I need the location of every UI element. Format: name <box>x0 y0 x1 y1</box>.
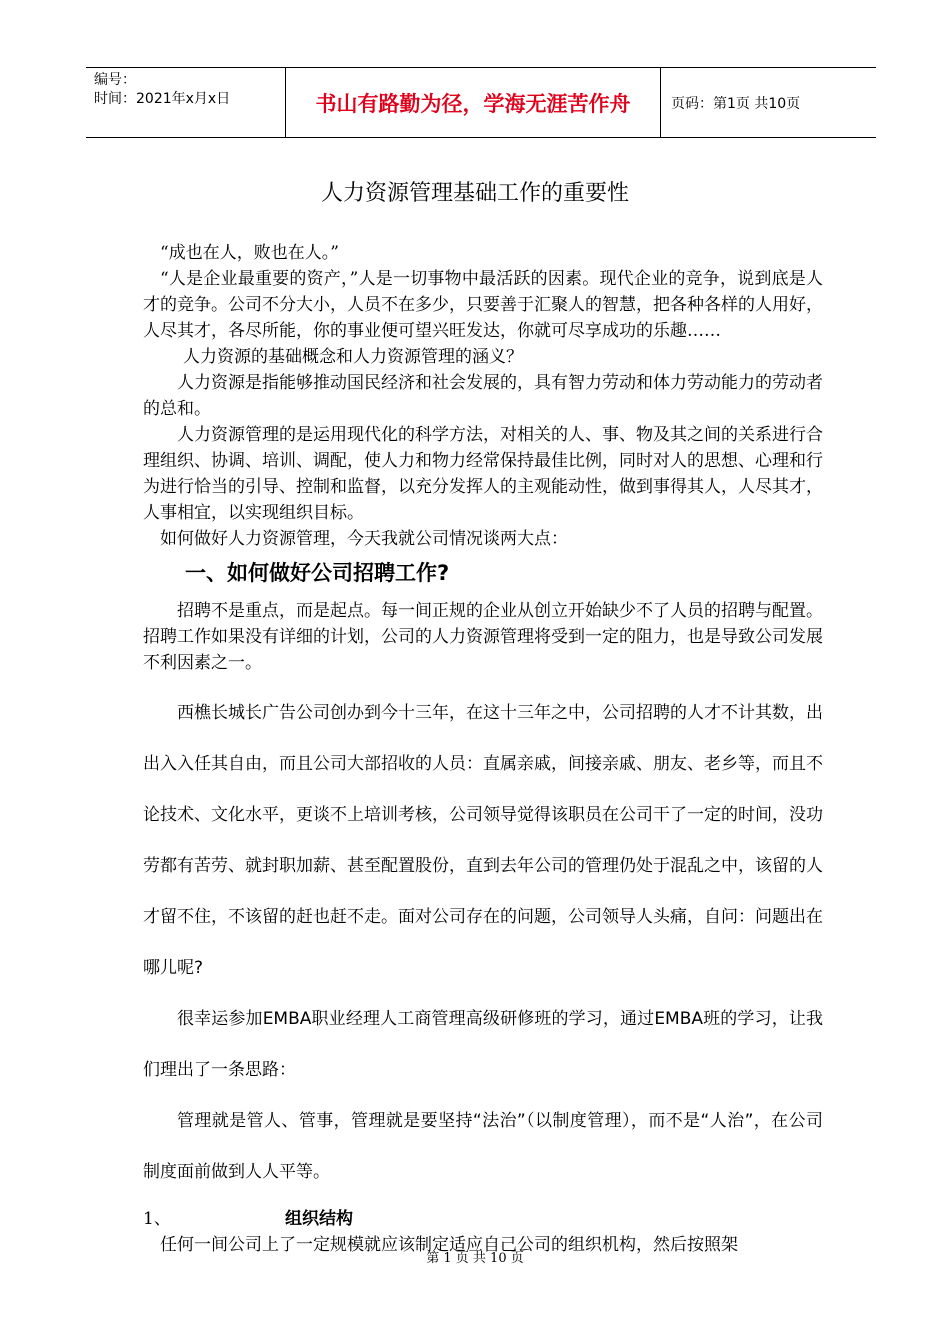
section-heading: 一、如何做好公司招聘工作? <box>185 561 450 585</box>
management-paragraph: 管理就是管人、管事，管理就是要坚持“法治”（以制度管理），而不是“人治”，在公司制度面前做到人人平等。 <box>143 1111 823 1182</box>
question-paragraph: 人力资源的基础概念和人力资源管理的涵义？ <box>183 347 523 367</box>
subsection-heading <box>143 1206 823 1232</box>
section-intro: 招聘不是重点，而是起点。每一间正规的企业从创立开始缺少不了人员的招聘与配置。招聘工作如果没有详细的计划，公司的人力资源管理将受到一定的阻力，也是导致公司发展不利因素之一。 <box>143 601 823 673</box>
page-footer: 第 1 页 共 10 页 <box>426 1251 524 1266</box>
lead-paragraph: 如何做好人力资源管理，今天我就公司情况谈两大点： <box>160 529 568 549</box>
page-header <box>86 67 876 138</box>
subsection-label: 组织结构 <box>285 1209 353 1229</box>
document-title: 人力资源管理基础工作的重要性 <box>320 181 629 206</box>
subsection-number: 1、 <box>143 1209 171 1229</box>
intro-paragraph: “人是企业最重要的资产，”人是一切事物中最活跃的因素。现代企业的竞争，说到底是人才的竞争。公司不分大小，人员不在多少，只要善于汇聚人的智慧，把各种各样的人用好，人尽其才，各尽所能，你的事业便可望兴旺发达，你就可尽享成功的乐趣…… <box>143 269 823 341</box>
subsection-text: 任何一间公司上了一定规模就应该制定适应自己公司的组织机构，然后按照架 <box>160 1235 738 1255</box>
definition-paragraph: 人力资源是指能够推动国民经济和社会发展的，具有智力劳动和体力劳动能力的劳动者的总和。 <box>143 373 823 419</box>
header-number: 编号： <box>94 72 136 88</box>
hrm-paragraph: 人力资源管理的是运用现代化的科学方法，对相关的人、事、物及其之间的关系进行合理组织、协调、培训、调配，使人力和物力经常保持最佳比例，同时对人的思想、心理和行为进行恰当的引导、控制和监督，以充分发挥人的主观能动性，做到事得其人，人尽其才，人事相宜，以实现组织目标。 <box>143 425 823 523</box>
header-meta <box>86 68 286 137</box>
header-motto: 书山有路勤为径，学海无涯苦作舟 <box>286 68 661 137</box>
document-body <box>143 240 823 1258</box>
header-time: 时间：2021年x月x日 <box>94 91 231 107</box>
emba-paragraph: 很幸运参加EMBA职业经理人工商管理高级研修班的学习，通过EMBA班的学习，让我们理出了一条思路： <box>143 1009 823 1080</box>
quote-paragraph: “成也在人，败也在人。” <box>160 243 339 263</box>
header-page-info: 页码：第1页 共10页 <box>671 95 801 112</box>
company-paragraph: 西樵长城长广告公司创办到今十三年，在这十三年之中，公司招聘的人才不计其数，出出入入任其自由，而且公司大部招收的人员：直属亲戚，间接亲戚、朋友、老乡等，而且不论技术、文化水平，更谈不上培训考核，公司领导觉得该职员在公司干了一定的时间，没功劳都有苦劳、就封职加薪、甚至配置股份，直到去年公司的管理仍处于混乱之中，该留的人才留不住，不该留的赶也赶不走。面对公司存在的问题，公司领导人头痛，自问：问题出在哪儿呢? <box>143 703 823 978</box>
